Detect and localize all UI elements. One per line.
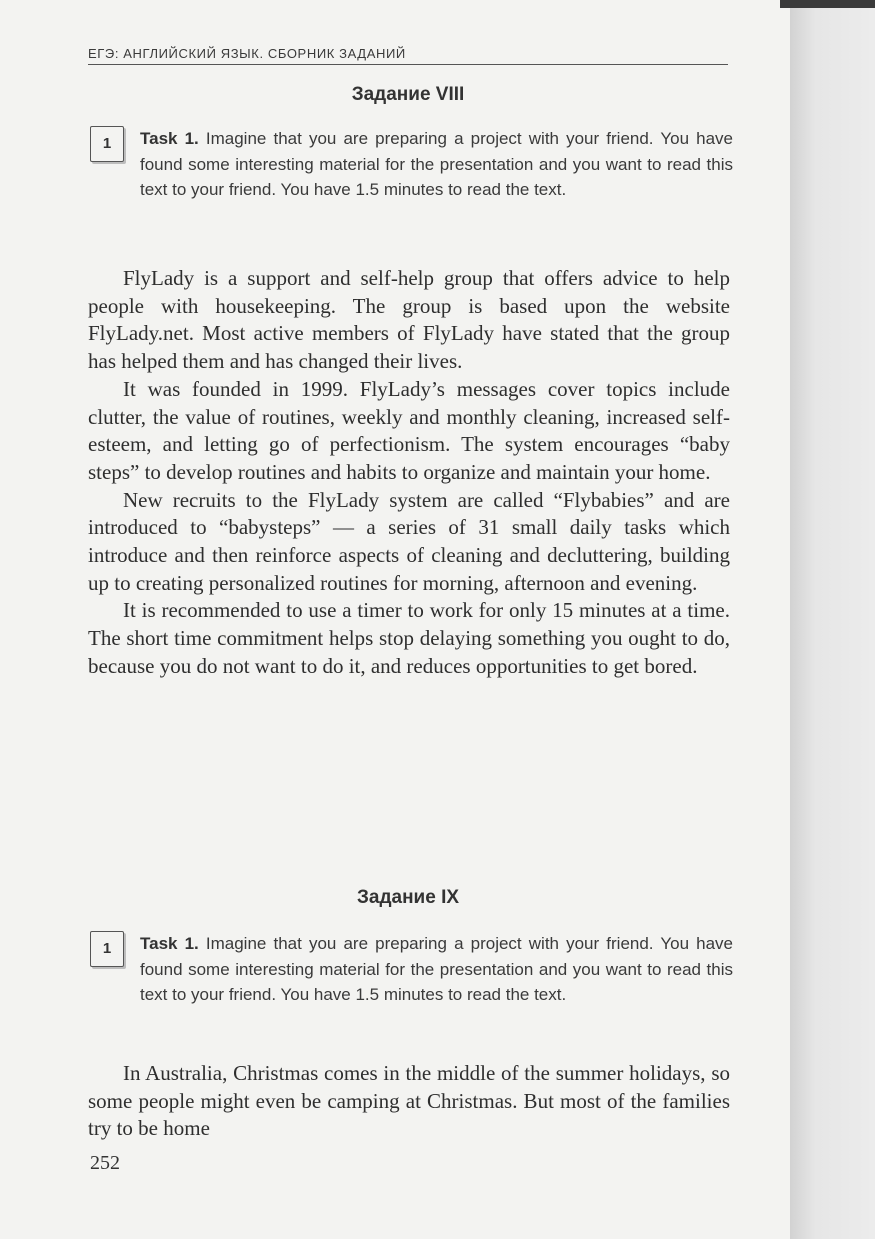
task-instruction-ix	[88, 931, 733, 1008]
running-header: ЕГЭ: АНГЛИЙСКИЙ ЯЗЫК. СБОРНИК ЗАДАНИЙ	[88, 46, 728, 65]
scan-border	[780, 0, 875, 8]
paragraph: FlyLady is a support and self-help group that offers advice to help people with housekeeping. The group is based upon the website FlyLady.net. Most active members of FlyLady have stated that the group has helped them and has changed their lives.	[88, 266, 730, 374]
section-title-ix: Задание IX	[356, 887, 460, 908]
page-edge	[790, 0, 875, 1239]
reading-text-viii	[88, 265, 730, 681]
task-label: Task 1.	[140, 934, 199, 953]
task-body: Imagine that you are preparing a project with your friend. You have found some interesting material for the presentation and you want to read this text to your friend. You have 1.5 minutes to read the text.	[140, 129, 733, 199]
paragraph: It was founded in 1999. FlyLady’s messages cover topics include clutter, the value of routines, weekly and monthly cleaning, increased self-esteem, and letting go of perfectionism. The system encourages “baby steps” to develop routines and habits to organize and maintain your home.	[88, 376, 730, 484]
paragraph: In Australia, Christmas comes in the middle of the summer holidays, so some people might even be camping at Christmas. But most of the families try to be home	[88, 1061, 730, 1141]
reading-text-ix	[88, 1060, 730, 1143]
section-title-viii: Задание VIII	[351, 84, 465, 105]
paragraph: It is recommended to use a timer to work for only 15 minutes at a time. The short time commitment helps stop delaying something you ought to do, because you do not want to do it, and reduces opportunities to get bored.	[88, 598, 730, 678]
task-body: Imagine that you are preparing a project with your friend. You have found some interesting material for the presentation and you want to read this text to your friend. You have 1.5 minutes to read the text.	[140, 934, 733, 1004]
page-number: 252	[90, 1152, 120, 1174]
task-number-box: 1	[90, 931, 124, 967]
task-text	[140, 126, 733, 203]
task-label: Task 1.	[140, 129, 199, 148]
paragraph: New recruits to the FlyLady system are called “Flybabies” and are introduced to “babysteps” — a series of 31 small daily tasks which introduce and then reinforce aspects of cleaning and decluttering, building up to creating personalized routines for morning, afternoon and evening.	[88, 487, 730, 595]
task-text	[140, 931, 733, 1008]
task-number-box: 1	[90, 126, 124, 162]
task-instruction-viii	[88, 126, 733, 203]
